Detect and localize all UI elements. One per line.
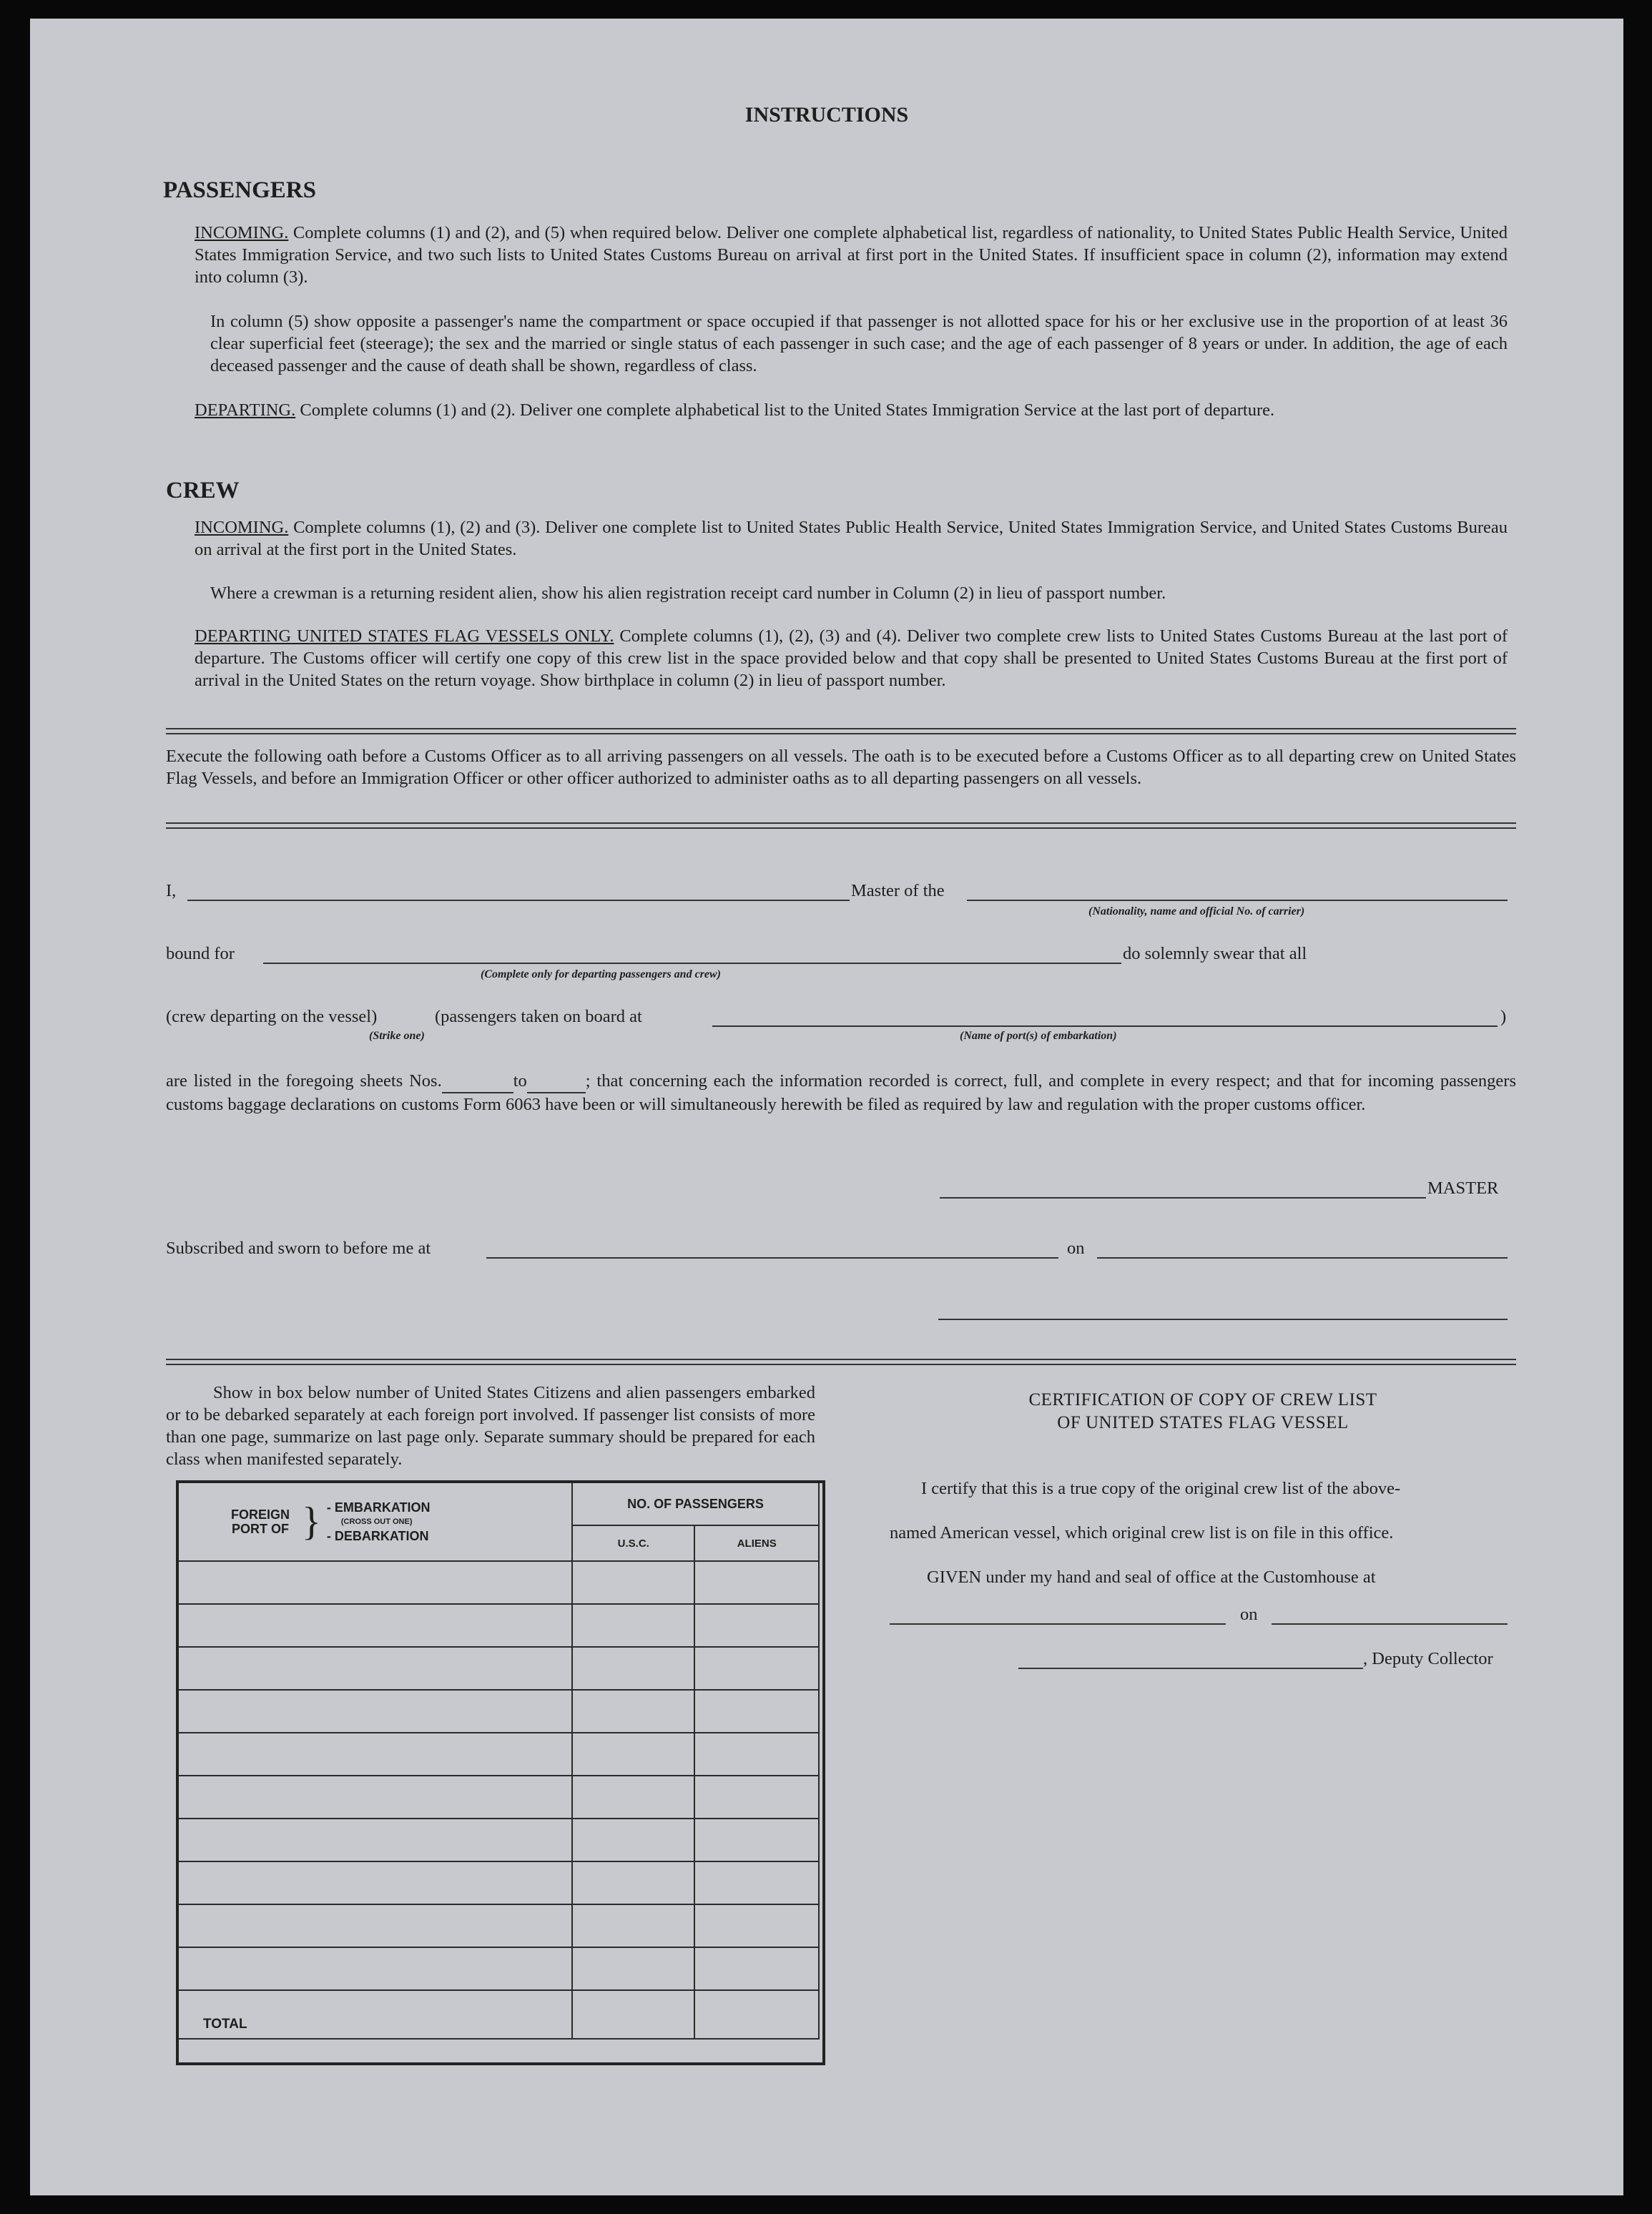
passengers-incoming-lead: INCOMING. [195,223,289,242]
deputy-collector-label: , Deputy Collector [1363,1649,1493,1668]
sheet-to-field[interactable] [527,1070,586,1093]
total-label: TOTAL [178,1990,572,2039]
foreign-port-header [178,1482,572,1561]
passenger-summary-table [177,1482,820,2040]
divider-rule [166,822,1516,829]
oath-i-label: I, [166,881,177,900]
crew-incoming-paragraph [195,516,1508,561]
port-caption: (Name of port(s) of embarkation) [960,1030,1117,1042]
subscribed-label: Subscribed and sworn to before me at [166,1239,431,1258]
certification-heading-line2: OF UNITED STATES FLAG VESSEL [1057,1413,1349,1432]
table-row [178,1561,819,1604]
port-cell[interactable] [178,1819,572,1861]
certify-line1: I certify that this is a true copy of the original crew list of the above- [921,1479,1401,1498]
given-line: GIVEN under my hand and seal of office at the Customhouse at [927,1568,1376,1587]
master-signature-line[interactable] [940,1197,1426,1199]
port-cell[interactable] [178,1733,572,1776]
passengers-departing-lead: DEPARTING. [195,400,296,420]
passengers-incoming-paragraph [195,222,1508,288]
deputy-signature-line[interactable] [1018,1668,1363,1669]
table-row [178,1947,819,1990]
aliens-cell[interactable] [694,1861,819,1904]
cross-out-label: (CROSS OUT ONE) [340,1517,413,1526]
summary-instructions: Show in box below number of United States Citizens and alien passengers embarked or to be debarked separately at each foreign port involved. If passenger list consists of more than one page, summarize on last page only. Separate summary should be prepared for each class when manifested separately. [166,1383,815,1469]
carrier-field-line[interactable] [967,900,1508,901]
aliens-cell[interactable] [694,1904,819,1947]
name-field-line[interactable] [187,900,850,901]
table-row [178,1690,819,1733]
certification-date-line[interactable] [1272,1623,1508,1625]
aliens-cell[interactable] [694,1561,819,1604]
close-paren: ) [1500,1007,1507,1026]
usc-cell[interactable] [572,1690,694,1733]
to-label: to [513,1071,527,1091]
port-cell[interactable] [178,1904,572,1947]
passengers-taken-option[interactable]: (passengers taken on board at [435,1007,642,1026]
passengers-heading: PASSENGERS [163,177,316,203]
aliens-header: ALIENS [694,1525,819,1561]
usc-cell[interactable] [572,1861,694,1904]
aliens-cell[interactable] [694,1776,819,1819]
usc-cell[interactable] [572,1776,694,1819]
crew-departing-option[interactable]: (crew departing on the vessel) [166,1007,378,1026]
port-cell[interactable] [178,1647,572,1690]
passengers-column5-paragraph: In column (5) show opposite a passenger's name the compartment or space occupied if that passenger is not allotted space for his or her exclusive use in the proportion of at least 36 clear superficial feet (steerage); the sex and the married or single status of each passenger in such case; and the age of each passenger of 8 years or under. In addition, the age of each deceased passenger and the cause of death shall be shown, regardless of class. [210,312,1508,375]
strike-one-caption: (Strike one) [369,1030,425,1042]
aliens-cell[interactable] [694,1647,819,1690]
aliens-cell[interactable] [694,1947,819,1990]
aliens-cell[interactable] [694,1604,819,1647]
port-cell[interactable] [178,1776,572,1819]
bound-for-label: bound for [166,944,235,963]
embarkation-label: - EMBARKATION [326,1500,431,1515]
aliens-total-cell[interactable] [694,1990,819,2039]
total-row [178,1990,819,2039]
table-row [178,1604,819,1647]
document-page [30,19,1623,2195]
customhouse-field-line[interactable] [890,1623,1226,1625]
usc-total-cell[interactable] [572,1990,694,2039]
table-row [178,1733,819,1776]
table-row [178,1647,819,1690]
oath-instructions: Execute the following oath before a Customs Officer as to all arriving passengers on all vessels. The oath is to be executed before a Customs Officer as to all departing crew on United States Flag Vessels, and before an Immigration Officer or other officer authorized to administer oaths as to all departing passengers on all vessels. [166,747,1516,788]
listed-prefix: are listed in the foregoing sheets Nos. [166,1071,442,1091]
crew-departing-lead: DEPARTING UNITED STATES FLAG VESSELS ONLY. [195,626,614,646]
port-cell[interactable] [178,1861,572,1904]
aliens-cell[interactable] [694,1690,819,1733]
listed-text: ; that concerning each the information recorded is correct, full, and complete in every respect; and that for incoming passengers customs baggage declarations on customs Form 6063 have been or will simultaneously herewith be filed as required by law and regulation with the proper customs officer. [166,1071,1516,1114]
port-field-line[interactable] [712,1025,1498,1027]
complete-only-caption: (Complete only for departing passengers and crew) [481,968,721,980]
foreign-port-of-label: FOREIGN PORT OF [230,1507,290,1536]
master-of-label: Master of the [851,881,945,900]
passengers-departing-paragraph [195,399,1508,421]
usc-cell[interactable] [572,1819,694,1861]
subscribed-on-label: on [1067,1239,1085,1258]
crew-incoming-text: Complete columns (1), (2) and (3). Deliver one complete list to United States Public Health Service, United States Immigration Service, and United States Customs Bureau on arrival at the first port in the United States. [195,518,1508,559]
usc-cell[interactable] [572,1947,694,1990]
crew-departing-paragraph [195,625,1508,692]
passengers-incoming-text: Complete columns (1) and (2), and (5) when required below. Deliver one complete alphabetical list, regardless of nationality, to United States Public Health Service, United States Immigration Service, and two such lists to United States Customs Bureau on arrival at first port in the United States. If insufficient space in column (2), information may extend into column (3). [195,223,1508,287]
usc-cell[interactable] [572,1604,694,1647]
port-cell[interactable] [178,1604,572,1647]
port-cell[interactable] [178,1561,572,1604]
divider-rule [166,728,1516,734]
subscribed-place-line[interactable] [486,1257,1058,1259]
page-title: INSTRUCTIONS [744,103,909,127]
crew-heading: CREW [166,478,240,503]
crew-incoming-lead: INCOMING. [195,518,289,537]
no-of-passengers-header: NO. OF PASSENGERS [572,1482,819,1525]
aliens-cell[interactable] [694,1819,819,1861]
port-cell[interactable] [178,1947,572,1990]
crew-departing-text: Complete columns (1), (2), (3) and (4). Deliver two complete crew lists to United States Customs Bureau at the last port of departure. The Customs officer will certify one copy of this crew list in the space provided below and that copy shall be presented to United States Customs Bureau at the first port of arrival in the United States on the return voyage. Show birthplace in column (2) in lieu of passport number. [195,626,1508,690]
table-row [178,1819,819,1861]
certify-line2: named American vessel, which original crew list is on file in this office. [890,1523,1394,1543]
debarkation-label: - DEBARKATION [326,1529,429,1543]
usc-cell[interactable] [572,1561,694,1604]
master-label: MASTER [1427,1179,1499,1198]
port-cell[interactable] [178,1690,572,1733]
table-row [178,1904,819,1947]
subscribed-date-line[interactable] [1097,1257,1508,1259]
brace-glyph: } [302,1500,321,1544]
bound-for-field-line[interactable] [263,963,1121,964]
table-row [178,1861,819,1904]
usc-cell[interactable] [572,1904,694,1947]
officer-signature-line[interactable] [938,1319,1508,1320]
listed-paragraph [166,1070,1516,1116]
crew-alien-paragraph: Where a crewman is a returning resident alien, show his alien registration receipt card number in Column (2) in lieu of passport number. [210,584,1166,603]
usc-cell[interactable] [572,1733,694,1776]
usc-cell[interactable] [572,1647,694,1690]
sheet-from-field[interactable] [442,1070,513,1093]
passengers-departing-text: Complete columns (1) and (2). Deliver one complete alphabetical list to the United States Immigration Service at the last port of departure. [295,400,1275,420]
nationality-caption: (Nationality, name and official No. of carrier) [1088,905,1305,917]
certification-heading-line1: CERTIFICATION OF COPY OF CREW LIST [1028,1390,1377,1409]
solemnly-swear-label: do solemnly swear that all [1123,944,1307,963]
divider-rule [166,1359,1516,1365]
aliens-cell[interactable] [694,1733,819,1776]
usc-header: U.S.C. [572,1525,694,1561]
table-row [178,1776,819,1819]
certification-on-label: on [1240,1605,1258,1624]
